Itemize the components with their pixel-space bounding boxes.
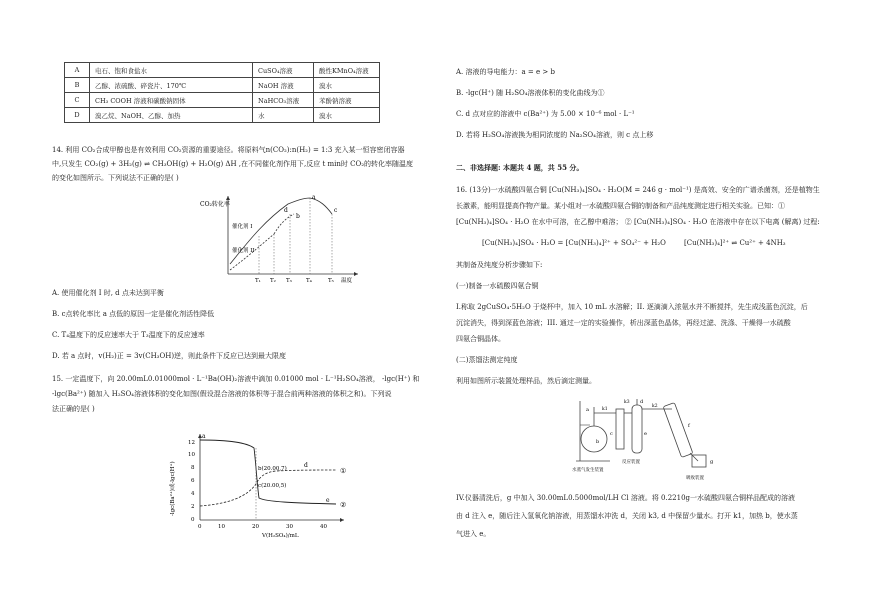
q15-xlabel: V(H₂SO₄)/mL	[262, 533, 299, 539]
apparatus-label-a: a	[586, 407, 589, 413]
q16-line5: 利用如图所示装置处理样品，然后滴定测量。	[456, 377, 596, 385]
q14-xtick-t5: T₅	[328, 278, 334, 284]
apparatus-label-d: d	[640, 399, 644, 405]
q15-ytick-8: 8	[191, 465, 195, 471]
q16-p1c: 四氨合铜晶体。	[456, 335, 505, 343]
q16-p1b: 沉淀消失，得到深蓝色溶液；III. 通过一定的实验操作，析出深蓝色晶体，再经过滤、洗涤、干燥得一水硫酸	[456, 319, 791, 327]
q15-ytick-10: 10	[188, 452, 195, 458]
row-reagent: CH₃ COOH 溶液和碳酸钠固体	[90, 93, 253, 108]
q15-ytick-4: 4	[191, 491, 195, 497]
table-row	[65, 78, 380, 93]
q14-point-c: c	[334, 207, 338, 214]
row-key: C	[65, 93, 90, 108]
q16-p4b: 由 d 注入 e，随后注入氢氧化钠溶液，用蒸馏水冲洗 d，关闭 k3, d 中保留少量水。打开 k1，加热 b，使水蒸	[456, 512, 798, 520]
apparatus-caption-absorb: 吸收装置	[686, 476, 704, 481]
table-row	[65, 108, 380, 123]
q16-line4: 其制备及纯度分析步骤如下:	[456, 261, 543, 269]
apparatus-label-k1: k1	[602, 407, 608, 412]
row-key: B	[65, 78, 90, 93]
row-reagent: 乙醇、浓硫酸、碎瓷片、170℃	[90, 78, 253, 93]
q14-option-a: A. 使用催化剂 I 时, d 点未达到平衡	[52, 289, 164, 297]
section-heading: 二、非选择题: 本题共 4 题，共 55 分。	[456, 163, 584, 172]
row-x: 水	[253, 108, 314, 123]
q16-part2-heading: (二)蒸馏法测定纯度	[456, 356, 518, 364]
q15-label-e: e	[326, 497, 330, 504]
q16-p4a: IV.仪器清洗后，g 中加入 30.00mL0.5000mol/LH Cl 溶液。将 0.2210g一水硫酸四氨合铜样品配成的溶液	[456, 494, 796, 502]
q15-xtick-20: 20	[252, 524, 259, 530]
q14-xtick-t3: T₃	[286, 278, 292, 284]
row-key: D	[65, 108, 90, 123]
q14-line1: 14. 利用 CO₂合成甲醇也是有效利用 CO₂资源的重要途径。将原料气n(CO₂):n(H₂) = 1:3 充入某一恒容密闭容器	[52, 146, 405, 154]
q15-line2: -lgc(Ba²⁺) 随加入 H₂SO₄溶液体积的变化如图(假设混合溶液的体积等于混合前两种溶液的体积之和)。下列说	[52, 390, 392, 398]
q15-option-b: B. -lgc(H⁺) 随 H₂SO₄溶液体积的变化曲线为①	[456, 89, 605, 97]
apparatus-caption-reaction: 反应装置	[622, 460, 640, 465]
apparatus-label-g: g	[710, 459, 714, 465]
q14-point-d: d	[284, 207, 288, 214]
q15-ytick-0: 0	[191, 517, 195, 523]
q14-curve1-label: 催化剂 I	[232, 224, 253, 230]
q14-ylabel: CO₂转化率	[200, 201, 230, 208]
q15-xtick-40: 40	[320, 524, 327, 530]
apparatus-label-f: f	[688, 423, 690, 429]
q15-xtick-0: 0	[198, 524, 202, 530]
q15-line3: 法正确的是( )	[52, 405, 95, 413]
q15-ylabel: -lgc(Ba²⁺)或-lgc(H⁺)	[170, 461, 176, 516]
q15-label-a: a	[202, 433, 206, 440]
row-reagent: 溴乙烷、NaOH、乙醇、加热	[90, 108, 253, 123]
q15-option-c: C. d 点对应的溶液中 c(Ba²⁺) 为 5.00 × 10⁻⁶ mol · L⁻¹	[456, 110, 635, 118]
distillation-apparatus-figure	[572, 395, 732, 483]
q16-line3: [Cu(NH₃)₄]SO₄ · H₂O 在水中可溶，在乙醇中难溶； ② [Cu(NH₃)₄]SO₄ · H₂O 在溶液中存在以下电离 (解离) 过程:	[456, 218, 820, 226]
q15-option-a: A. 溶液的导电能力：a = e > b	[456, 68, 555, 76]
q14-xtick-t4: T₄	[306, 278, 312, 284]
q14-point-a: a	[312, 194, 316, 201]
row-y: 苯酚钠溶液	[314, 93, 380, 108]
row-y: 溴水	[314, 108, 380, 123]
q15-curve1-marker: ①	[340, 467, 347, 475]
q15-ytick-2: 2	[191, 504, 195, 510]
q15-titration-figure	[166, 424, 356, 540]
q15-line1: 15. 一定温度下，向 20.00mL0.01000mol · L⁻¹Ba(OH)₂溶液中滴加 0.01000 mol · L⁻¹H₂SO₄溶液， -lgc(H⁺) 和	[52, 375, 420, 383]
row-x: NaOH 溶液	[253, 78, 314, 93]
row-x: NaHCO₃溶液	[253, 93, 314, 108]
q15-option-d: D. 若将 H₂SO₄溶液换为相同浓度的 Na₂SO₄溶液，则 c 点上移	[456, 131, 654, 139]
apparatus-label-k2: k2	[652, 404, 658, 409]
q15-ytick-12: 12	[188, 440, 195, 446]
apparatus-caption-steam: 水蒸气发生装置	[572, 468, 604, 473]
q16-equation-1: [Cu(NH₃)₄]SO₄ · H₂O = [Cu(NH₃)₄]²⁺ + SO₄²⁻ + H₂O	[482, 239, 666, 247]
q14-xtick-t2: T₂	[270, 278, 276, 284]
q16-line1: 16. (13分)一水硫酸四氨合铜 [Cu(NH₃)₄]SO₄ · H₂O(M = 246 g · mol⁻¹) 是高效、安全的广谱杀菌剂，还是植物生	[456, 186, 820, 194]
q15-xtick-10: 10	[218, 524, 225, 530]
q14-option-b: B. c点转化率比 a 点低的原因一定是催化剂活性降低	[52, 310, 215, 318]
q15-curve2-marker: ②	[340, 501, 347, 509]
q15-label-c: c(20.00,5)	[258, 483, 287, 489]
q15-xtick-30: 30	[286, 524, 293, 530]
options-table	[64, 62, 380, 123]
q16-part1-heading: (一)制备一水硫酸四氨合铜	[456, 282, 539, 290]
q14-line3: 的变化如图所示。下列说法不正确的是( )	[52, 174, 179, 182]
apparatus-label-b: b	[596, 439, 600, 445]
row-x: CuSO₄溶液	[253, 63, 314, 78]
q15-label-b: b(20.00,7)	[258, 466, 287, 472]
apparatus-label-k3: k3	[624, 400, 630, 405]
q14-option-d: D. 若 a 点时，v(H₂)正 = 3v(CH₃OH)逆，则此条件下反应已达到最大限度	[52, 352, 287, 360]
table-row	[65, 63, 380, 78]
q14-line2: 中,只发生 CO₂(g) + 3H₂(g) ⇌ CH₃OH(g) + H₂O(g) ΔH ,在不同催化剂作用下,反应 t min时 CO₂的转化率随温度	[52, 160, 414, 168]
q15-ytick-6: 6	[191, 478, 195, 484]
q16-line2: 长激素，能明显提高作物产量。某小组对一水硫酸四氨合铜的制备和产品纯度测定进行相关实验。已知：①	[456, 202, 785, 210]
row-reagent: 电石、饱和食盐水	[90, 63, 253, 78]
q14-xlabel: 温度	[341, 278, 353, 284]
q16-equation-2: [Cu(NH₃)₄]²⁺ ⇌ Cu²⁺ + 4NH₃	[684, 239, 786, 247]
apparatus-label-c: c	[610, 431, 613, 437]
q16-p4c: 气进入 e。	[456, 530, 491, 538]
table-row	[65, 93, 380, 108]
q14-curve2-label: 催化剂 II	[232, 248, 255, 254]
q16-p1a: I.称取 2gCuSO₄·5H₂O 于烧杯中，加入 10 mL 水溶解；II. 逐滴滴入浓氨水并不断搅拌，先生成浅蓝色沉淀，后	[456, 303, 808, 311]
q14-xtick-t1: T₁	[255, 278, 261, 284]
row-y: 酸性KMnO₄溶液	[314, 63, 380, 78]
q14-point-b: b	[296, 213, 300, 220]
q14-conversion-figure	[198, 192, 363, 288]
q14-option-c: C. T₄温度下的反应速率大于 T₃温度下的反应速率	[52, 331, 205, 339]
q15-label-d: d	[304, 462, 308, 469]
apparatus-label-e: e	[644, 431, 647, 437]
row-y: 溴水	[314, 78, 380, 93]
row-key: A	[65, 63, 90, 78]
